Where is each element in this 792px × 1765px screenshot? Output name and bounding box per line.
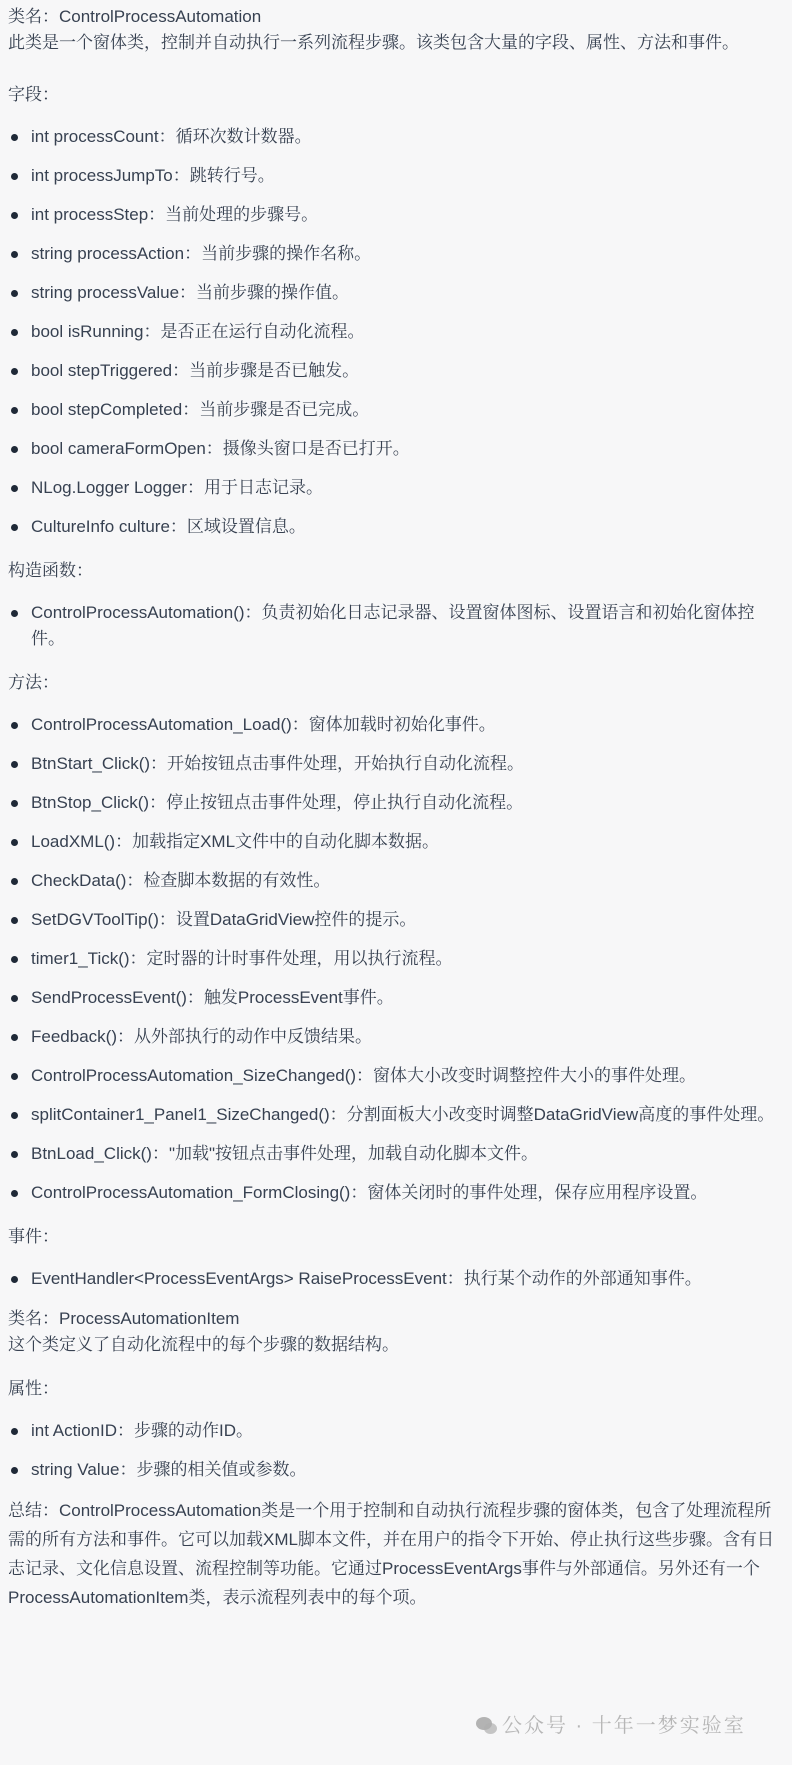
watermark-text: 公众号 · 十年一梦实验室 [502,1715,746,1737]
class-section-control-process-automation [8,4,778,1292]
bullet-icon [11,1190,18,1197]
bullet-icon [11,956,18,963]
method-text: ControlProcessAutomation_Load()：窗体加载时初始化事件。 [31,715,496,734]
list-item [8,868,778,894]
bullet-icon [11,524,18,531]
constructor-list [8,600,778,652]
bullet-icon [11,1467,18,1474]
bullet-icon [11,995,18,1002]
properties-list [8,1418,778,1483]
bullet-icon [11,761,18,768]
bullet-icon [11,1151,18,1158]
method-text: timer1_Tick()：定时器的计时事件处理，用以执行流程。 [31,949,453,968]
bullet-icon [11,329,18,336]
list-item [8,751,778,777]
list-item [8,1418,778,1444]
field-text: string processValue：当前步骤的操作值。 [31,283,350,302]
bullet-icon [11,368,18,375]
constructor-heading: 构造函数： [8,561,93,580]
bullet-icon [11,446,18,453]
class-description: 这个类定义了自动化流程中的每个步骤的数据结构。 [8,1335,399,1354]
list-item [8,790,778,816]
field-text: bool stepCompleted：当前步骤是否已完成。 [31,400,370,419]
field-text: int processStep：当前处理的步骤号。 [31,205,319,224]
list-item [8,907,778,933]
bullet-icon [11,485,18,492]
event-text: EventHandler<ProcessEventArgs> RaiseProcessEvent：执行某个动作的外部通知事件。 [31,1269,702,1288]
method-text: Feedback()：从外部执行的动作中反馈结果。 [31,1027,372,1046]
list-item [8,829,778,855]
bullet-icon [11,878,18,885]
list-item [8,397,778,423]
bullet-icon [11,1276,18,1283]
field-text: bool isRunning：是否正在运行自动化流程。 [31,322,365,341]
list-item [8,1024,778,1050]
bullet-icon [11,610,18,617]
document [8,4,778,1612]
fields-list [8,124,778,540]
property-text: int ActionID：步骤的动作ID。 [31,1421,253,1440]
bullet-icon [11,1034,18,1041]
bullet-icon [11,173,18,180]
watermark [476,1713,746,1739]
summary-paragraph: 总结：ControlProcessAutomation类是一个用于控制和自动执行流程步骤的窗体类，包含了处理流程所需的所有方法和事件。它可以加载XML脚本文件，并在用户的指令下开始、停止执行这些步骤。含有日志记录、文化信息设置、流程控制等功能。它通过ProcessEventArgs事件与外部通信。另外还有一个ProcessAutomationItem类，表示流程列表中的每个项。 [8,1501,774,1607]
bullet-icon [11,407,18,414]
class-header: 类名：ControlProcessAutomation [8,7,262,26]
fields-heading: 字段： [8,85,59,104]
list-item [8,946,778,972]
list-item [8,600,778,652]
list-item [8,280,778,306]
field-text: bool stepTriggered：当前步骤是否已触发。 [31,361,360,380]
field-text: string processAction：当前步骤的操作名称。 [31,244,372,263]
list-item [8,358,778,384]
method-text: splitContainer1_Panel1_SizeChanged()：分割面板大小改变时调整DataGridView高度的事件处理。 [31,1105,775,1124]
class-description: 此类是一个窗体类，控制并自动执行一系列流程步骤。该类包含大量的字段、属性、方法和事件。 [8,33,739,52]
bullet-icon [11,1428,18,1435]
list-item [8,202,778,228]
bullet-icon [11,1073,18,1080]
bullet-icon [11,290,18,297]
method-text: CheckData()：检查脚本数据的有效性。 [31,871,331,890]
methods-list [8,712,778,1206]
constructor-text: ControlProcessAutomation()：负责初始化日志记录器、设置窗体图标、设置语言和初始化窗体控件。 [31,603,755,648]
events-heading: 事件： [8,1227,59,1246]
method-text: LoadXML()：加载指定XML文件中的自动化脚本数据。 [31,832,440,851]
properties-heading: 属性： [8,1379,59,1398]
wechat-icon [476,1717,498,1735]
bullet-icon [11,917,18,924]
list-item [8,985,778,1011]
list-item [8,712,778,738]
bullet-icon [11,800,18,807]
bullet-icon [11,251,18,258]
method-text: ControlProcessAutomation_SizeChanged()：窗体大小改变时调整控件大小的事件处理。 [31,1066,697,1085]
list-item [8,514,778,540]
field-text: CultureInfo culture：区域设置信息。 [31,517,306,536]
list-item [8,1457,778,1483]
list-item [8,436,778,462]
field-text: NLog.Logger Logger：用于日志记录。 [31,478,323,497]
bullet-icon [11,839,18,846]
method-text: ControlProcessAutomation_FormClosing()：窗体关闭时的事件处理，保存应用程序设置。 [31,1183,708,1202]
list-item [8,124,778,150]
property-text: string Value：步骤的相关值或参数。 [31,1460,307,1479]
list-item [8,163,778,189]
field-text: int processJumpTo：跳转行号。 [31,166,275,185]
list-item [8,1063,778,1089]
list-item [8,1266,778,1292]
list-item [8,1102,778,1128]
methods-heading: 方法： [8,673,59,692]
bullet-icon [11,212,18,219]
bullet-icon [11,134,18,141]
method-text: BtnStop_Click()：停止按钮点击事件处理，停止执行自动化流程。 [31,793,524,812]
method-text: BtnLoad_Click()："加载"按钮点击事件处理，加载自动化脚本文件。 [31,1144,539,1163]
class-section-process-automation-item [8,1306,778,1483]
list-item [8,1141,778,1167]
field-text: bool cameraFormOpen：摄像头窗口是否已打开。 [31,439,410,458]
method-text: BtnStart_Click()：开始按钮点击事件处理，开始执行自动化流程。 [31,754,525,773]
bullet-icon [11,1112,18,1119]
list-item [8,1180,778,1206]
list-item [8,475,778,501]
list-item [8,241,778,267]
method-text: SetDGVToolTip()：设置DataGridView控件的提示。 [31,910,417,929]
field-text: int processCount：循环次数计数器。 [31,127,312,146]
bullet-icon [11,722,18,729]
class-header: 类名：ProcessAutomationItem [8,1309,240,1328]
method-text: SendProcessEvent()：触发ProcessEvent事件。 [31,988,394,1007]
list-item [8,319,778,345]
events-list [8,1266,778,1292]
